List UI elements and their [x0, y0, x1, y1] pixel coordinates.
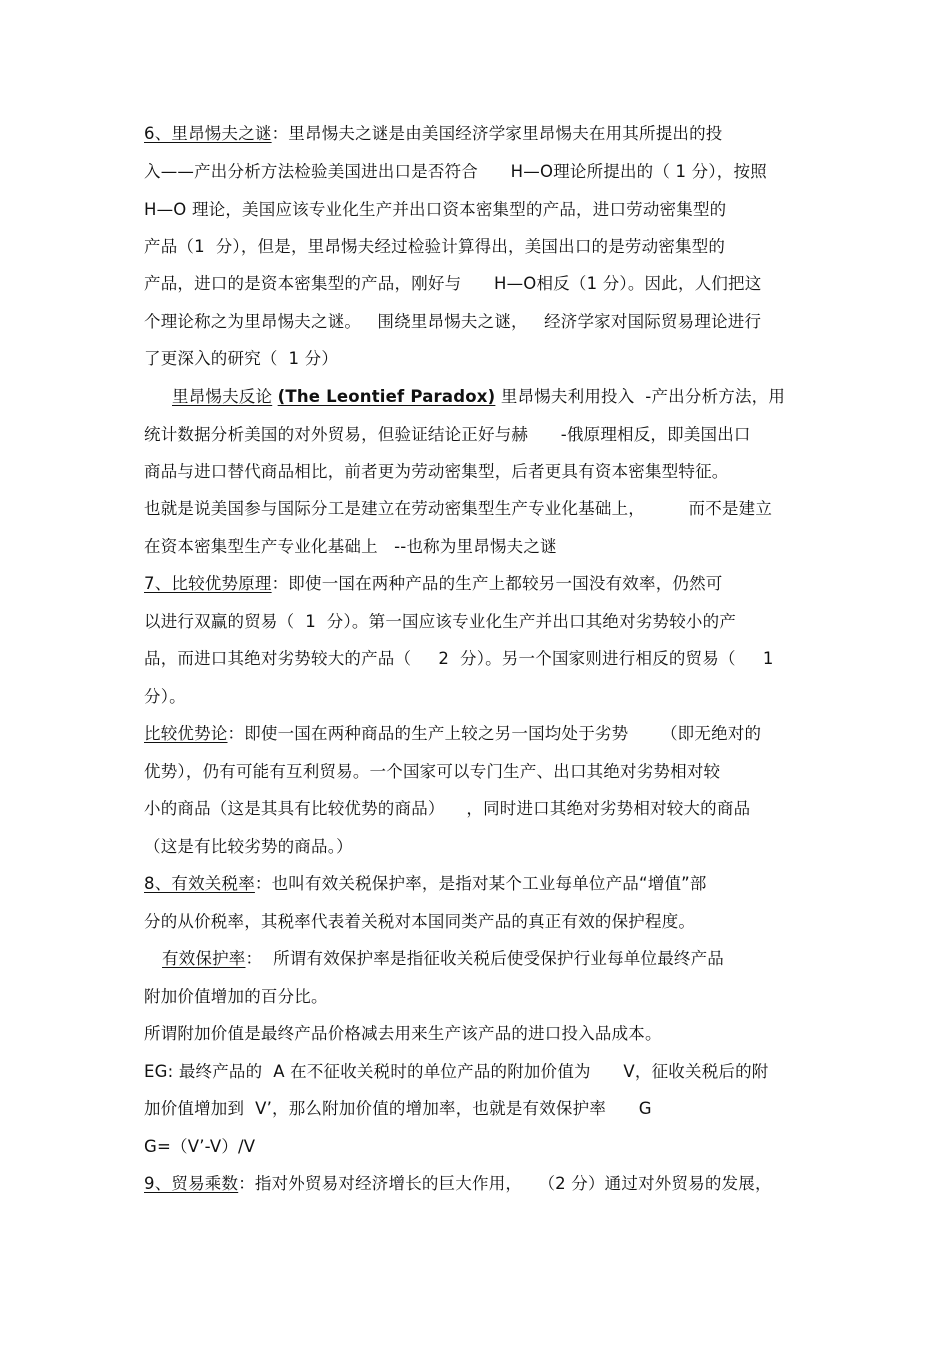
effective-line-5: 加价值增加到 V’，那么附加价值的增加率，也就是有效保护率 G — [144, 1099, 652, 1118]
term-effective-tariff-rate: 8、有效关税率 — [144, 874, 255, 893]
comparative-line-3: 小的商品（这是其具有比较优势的商品） ，同时进口其绝对劣势相对较大的商品 — [144, 799, 751, 818]
term-comparative-advantage-theory: 比较优势论 — [144, 724, 228, 743]
section-9-text: ：指对外贸易对经济增长的巨大作用， （2 分）通过对外贸易的发展， — [238, 1174, 772, 1193]
effective-line-4: EG: 最终产品的 A 在不征收关税时的单位产品的附加价值为 V，征收关税后的附 — [144, 1062, 769, 1081]
section-6-line-7: 了更深入的研究（ 1 分） — [144, 349, 339, 368]
term-leontief-puzzle: 6、里昂惕夫之谜 — [144, 124, 272, 143]
comparative-line-1 — [144, 723, 761, 745]
term-comparative-advantage-principle: 7、比较优势原理 — [144, 574, 272, 593]
comparative-line-4: （这是有比较劣势的商品。） — [144, 837, 353, 856]
section-6-line-4: 产品（1 分），但是，里昂惕夫经过检验计算得出，美国出口的是劳动密集型的 — [144, 237, 726, 256]
paradox-line-4: 也就是说美国参与国际分工是建立在劳动密集型生产专业化基础上， 而不是建立 — [144, 499, 773, 518]
term-effective-protection-rate: 有效保护率 — [162, 949, 246, 968]
effective-line-2: 附加价值增加的百分比。 — [144, 987, 328, 1006]
comparative-text: ：即使一国在两种商品的生产上较之另一国均处于劣势 （即无绝对的 — [227, 724, 762, 743]
section-6-text: ：里昂惕夫之谜是由美国经济学家里昂惕夫在用其所提出的投 — [271, 124, 723, 143]
section-7-text: ：即使一国在两种产品的生产上都较另一国没有效率，仍然可 — [271, 574, 723, 593]
paradox-line-1 — [172, 386, 785, 408]
section-7-line-1 — [144, 573, 723, 595]
section-8-line-2: 分的从价税率，其税率代表着关税对本国同类产品的真正有效的保护程度。 — [144, 912, 696, 931]
section-6-line-5: 产品，进口的是资本密集型的产品，刚好与 H—O相反（1 分）。因此，人们把这 — [144, 274, 762, 293]
paradox-line-5: 在资本密集型生产专业化基础上 --也称为里昂惕夫之谜 — [144, 537, 557, 556]
term-leontief-paradox-en: (The Leontief Paradox) — [277, 387, 496, 406]
section-9-line-1 — [144, 1173, 772, 1195]
effective-line-3: 所谓附加价值是最终产品价格减去用来生产该产品的进口投入品成本。 — [144, 1024, 662, 1043]
effective-formula: G=（V’-V）/V — [144, 1137, 256, 1156]
section-6-line-1 — [144, 123, 723, 145]
term-leontief-paradox: 里昂惕夫反论 — [172, 387, 273, 406]
section-6-line-2: 入——产出分析方法检验美国进出口是否符合 H—O理论所提出的（ 1 分），按照 — [144, 162, 767, 181]
section-8-text: ：也叫有效关税保护率，是指对某个工业每单位产品“增值”部 — [254, 874, 707, 893]
section-8-line-1 — [144, 873, 707, 895]
section-6-line-3: H—O 理论，美国应该专业化生产并出口资本密集型的产品，进口劳动密集型的 — [144, 200, 727, 219]
paradox-line-2: 统计数据分析美国的对外贸易，但验证结论正好与赫 -俄原理相反，即美国出口 — [144, 425, 751, 444]
effective-line-1 — [162, 948, 724, 970]
section-7-line-4: 分）。 — [144, 687, 186, 706]
term-trade-multiplier: 9、贸易乘数 — [144, 1174, 239, 1193]
section-7-line-2: 以进行双赢的贸易（ 1 分）。第一国应该专业化生产并出口其绝对劣势较小的产 — [144, 612, 737, 631]
effective-text: ： 所谓有效保护率是指征收关税后使受保护行业每单位最终产品 — [245, 949, 724, 968]
paradox-text: 里昂惕夫利用投入 -产出分析方法，用 — [495, 387, 786, 406]
section-6-line-6: 个理论称之为里昂惕夫之谜。 围绕里昂惕夫之谜， 经济学家对国际贸易理论进行 — [144, 312, 762, 331]
paradox-line-3: 商品与进口替代商品相比，前者更为劳动密集型，后者更具有资本密集型特征。 — [144, 462, 729, 481]
section-7-line-3: 品，而进口其绝对劣势较大的产品（ 2 分）。另一个国家则进行相反的贸易（ 1 — [144, 649, 774, 668]
comparative-line-2: 优势），仍有可能有互利贸易。一个国家可以专门生产、出口其绝对劣势相对较 — [144, 762, 721, 781]
